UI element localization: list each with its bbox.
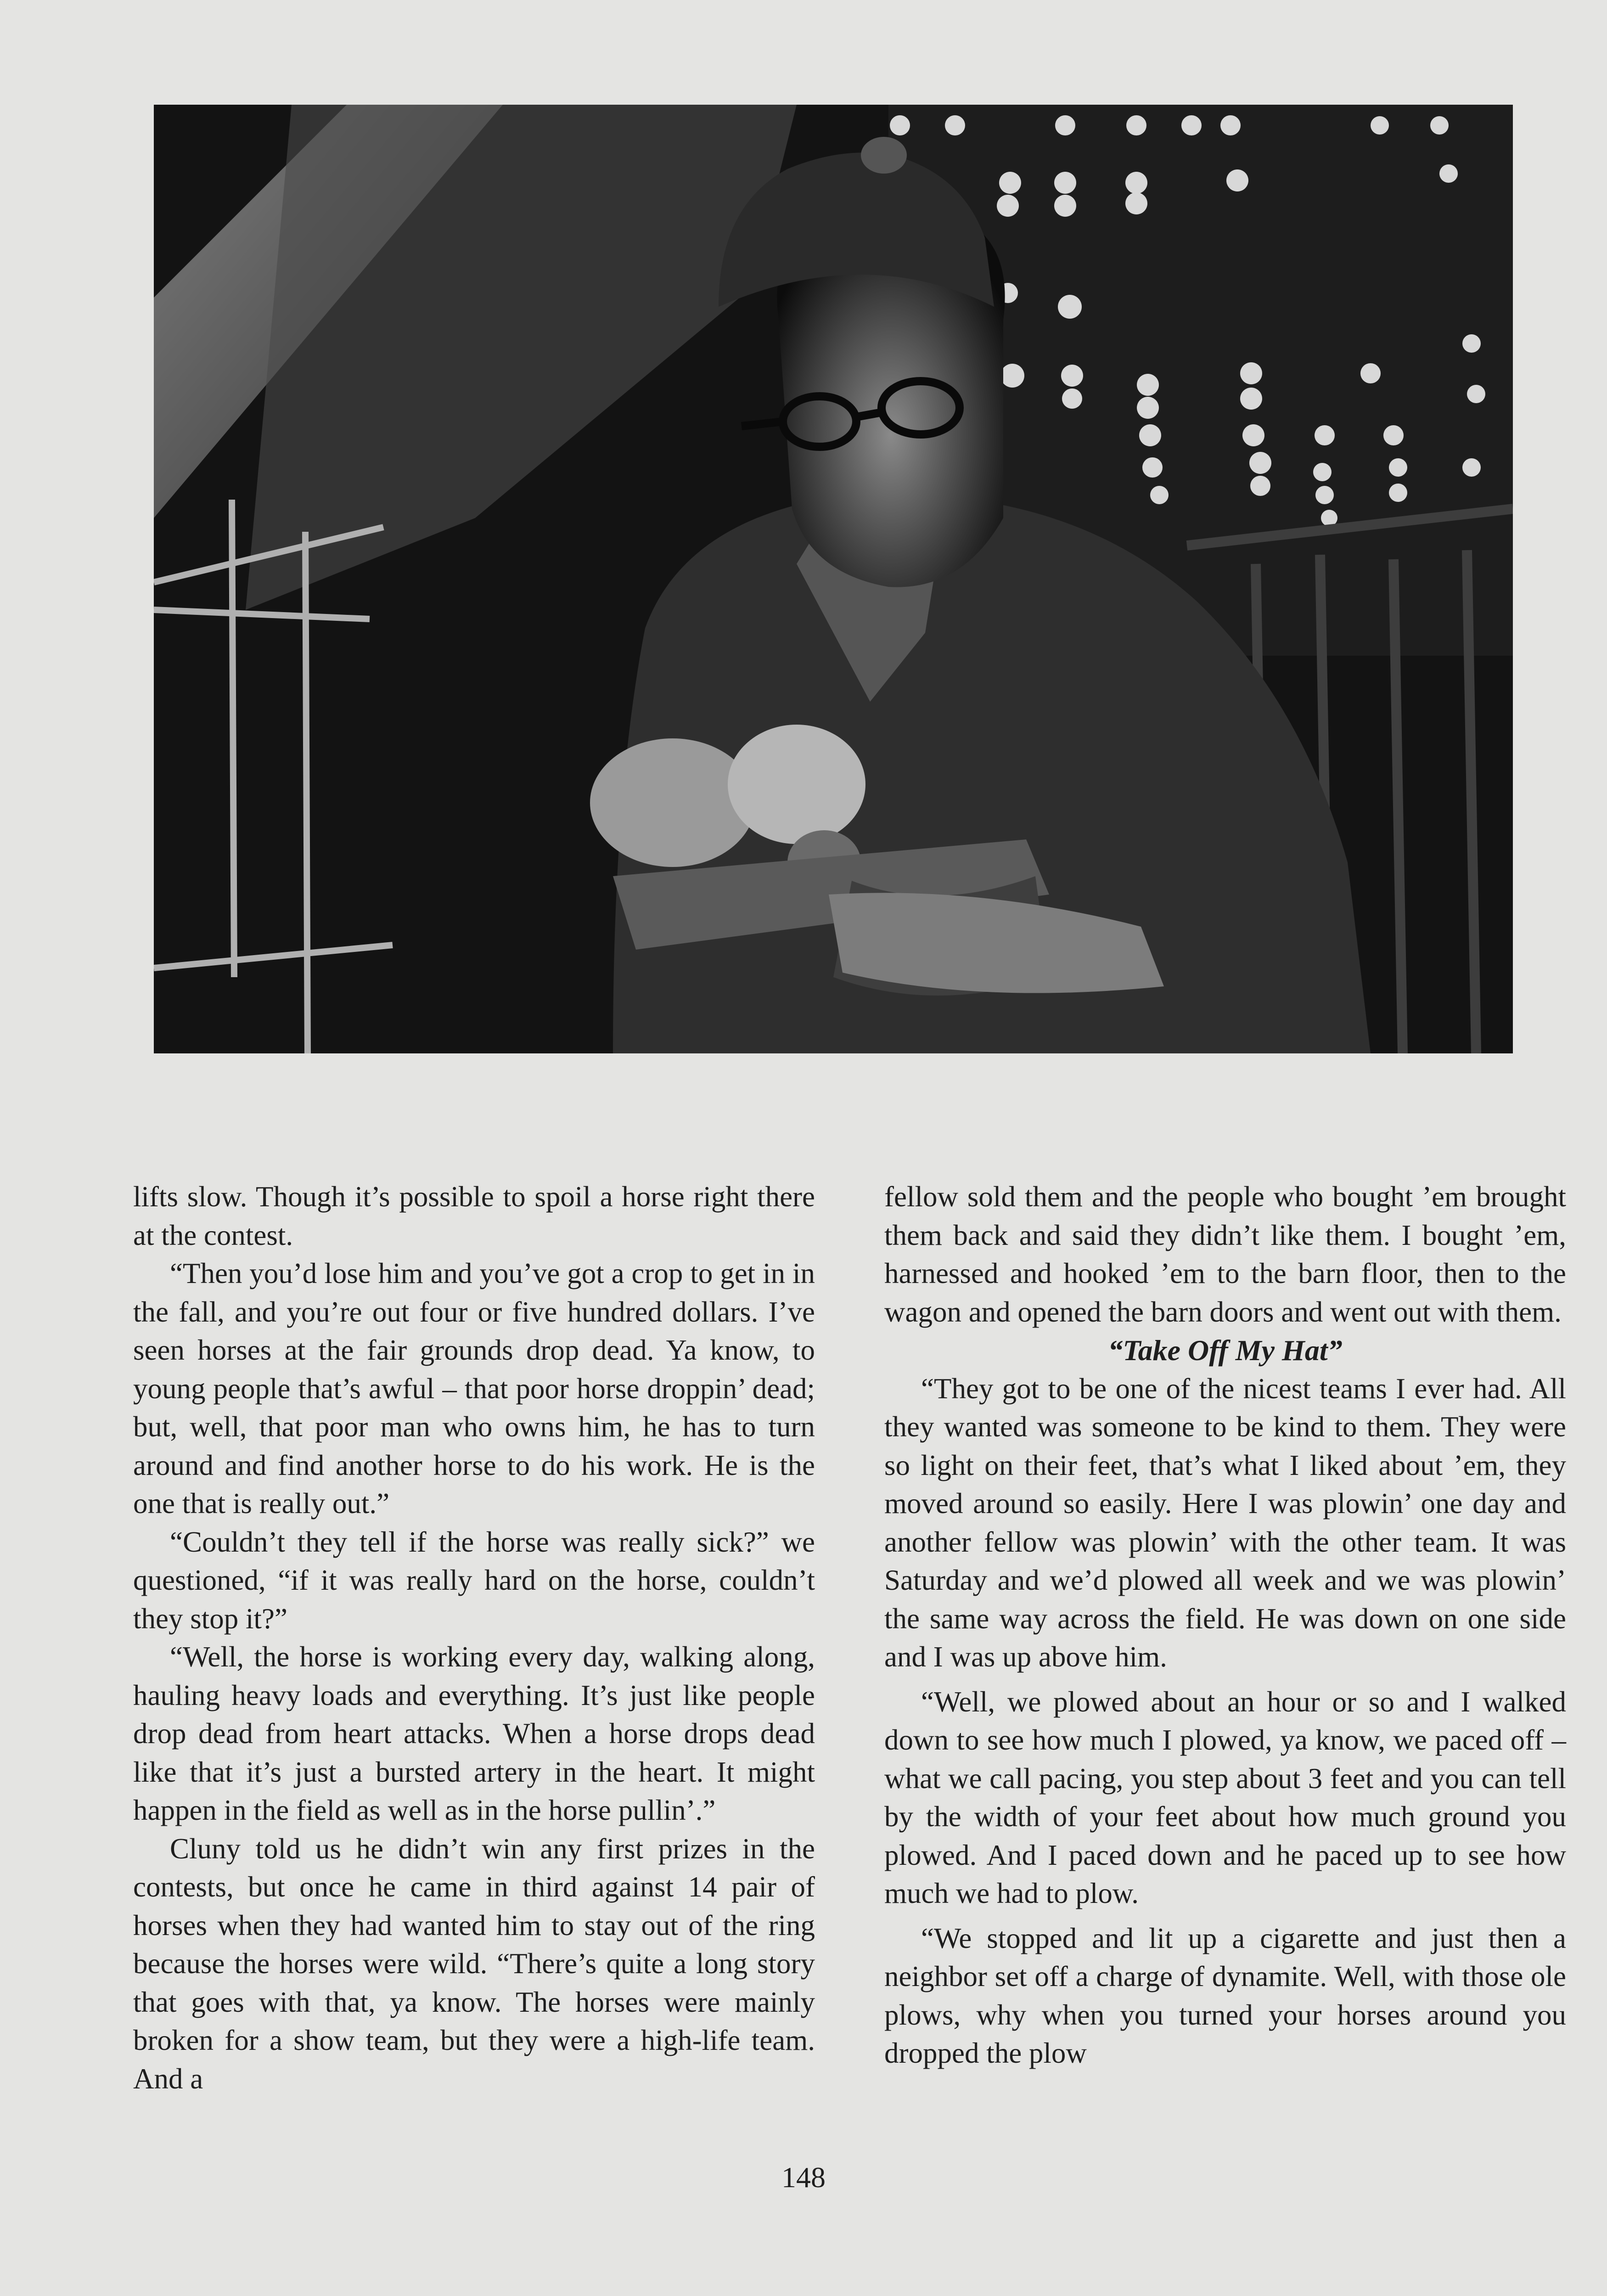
paragraph: “Couldn’t they tell if the horse was really sick?” we questioned, “if it was really hard on the horse, couldn’t they stop it?” [133,1525,815,1635]
photo-man-knit-cap-glasses-barn-icon [154,105,1513,1053]
paragraph: lifts slow. Though it’s possible to spoil a horse right there at the contest. [133,1181,815,1251]
paragraph: “Then you’d lose him and you’ve got a crop to get in in the fall, and you’re out four or five hundred dollars. I’ve seen horses at the fair grounds drop dead. Ya know, to young people that’s awful – that poor horse droppin’ dead; but, well, that poor man who owns him, he has to turn around and find another horse to do his work. He is the one that is really out.” [133,1257,815,1519]
paragraph: “Well, we plowed about an hour or so and I walked down to see how much I plowed, ya know, we paced off – what we call pacing, you step about 3 feet and you can tell by the width of your feet about how much ground you plowed. And I paced down and he paced up to see how much we had to plow. [884,1685,1566,1909]
page-number: 148 [781,2161,826,2194]
section-subheading: “Take Off My Hat” [1108,1334,1343,1367]
right-column [884,1178,1566,2073]
left-column [133,1178,815,2098]
paragraph: “We stopped and lit up a cigarette and just then a neighbor set off a charge of dynamite. Well, with those ole plows, why when you turned your horses around you dropped the plow [884,1922,1566,2069]
paragraph: fellow sold them and the people who bought ’em brought them back and said they didn’t like them. I bought ’em, harnessed and hooked ’em to the barn floor, then to the wagon and opened the barn doors and went out with them. [884,1181,1566,1328]
photograph [154,105,1513,1053]
paragraph: “Well, the horse is working every day, walking along, hauling heavy loads and everything. It’s just like people drop dead from heart attacks. When a horse drops dead like that it’s just a bursted artery in the heart. It might happen in the field as well as in the horse pullin’.” [133,1641,815,1826]
paragraph: Cluny told us he didn’t win any first prizes in the contests, but once he came in third against 14 pair of horses when they had wanted him to stay out of the ring because the horses were wild. “There’s quite a long story that goes with that, ya know. The horses were mainly broken for a show team, but they were a high-life team. And a [133,1832,815,2095]
paragraph: “They got to be one of the nicest teams I ever had. All they wanted was someone to be kind to them. They were so light on their feet, that’s what I liked about ’em, they moved around so easily. Here I was plowin’ one day and another fellow was plowin’ with the other team. It was Saturday and we’d plowed all week and we was plowin’ the same way across the field. He was down on one side and I was up above him. [884,1372,1566,1673]
